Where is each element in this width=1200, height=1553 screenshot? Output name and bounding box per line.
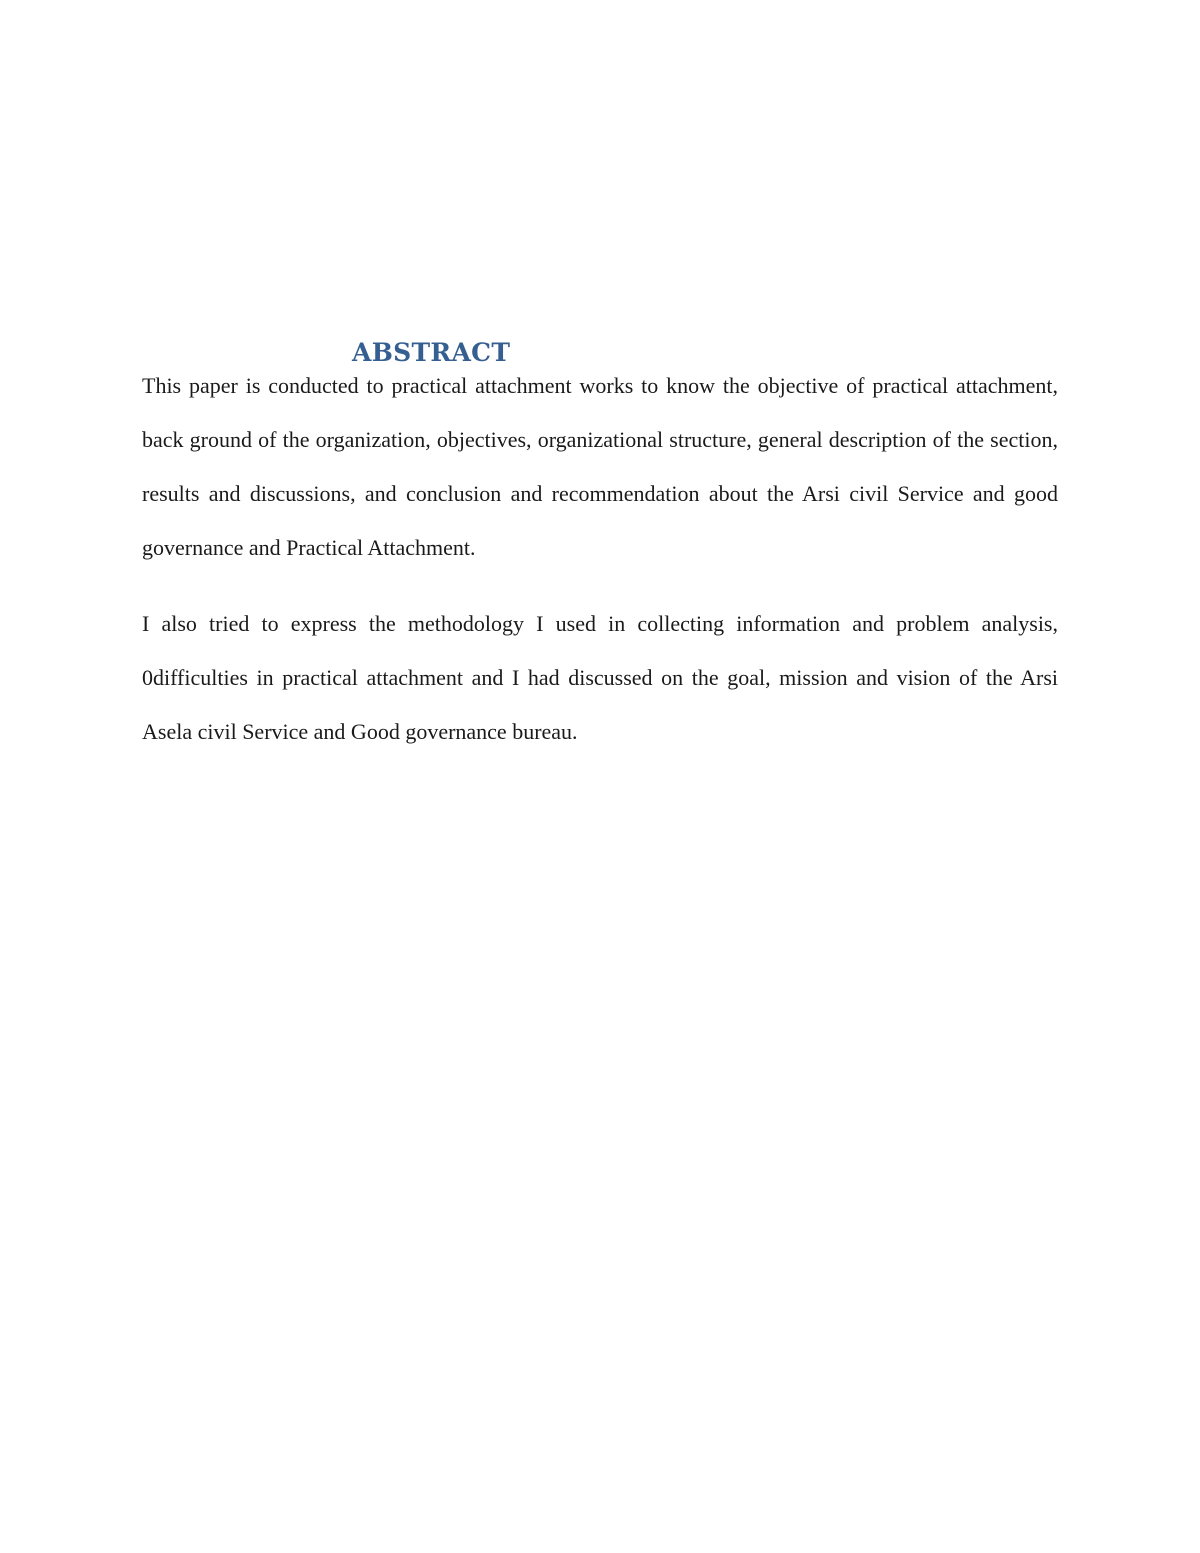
abstract-paragraph-2: I also tried to express the methodology I used in collecting information and problem analysis, 0difficulties in practical attachment and I had discussed on the goal, mission and vision of the Arsi Asela civil Service and Good governance bureau. [142,611,1058,744]
abstract-heading: ABSTRACT [352,338,511,367]
abstract-paragraph-1: This paper is conducted to practical attachment works to know the objective of practical attachment, back ground of the organization, objectives, organizational structure, general description of the section, results and discussions, and conclusion and recommendation about the Arsi civil Service and good governance and Practical Attachment. [142,373,1058,560]
